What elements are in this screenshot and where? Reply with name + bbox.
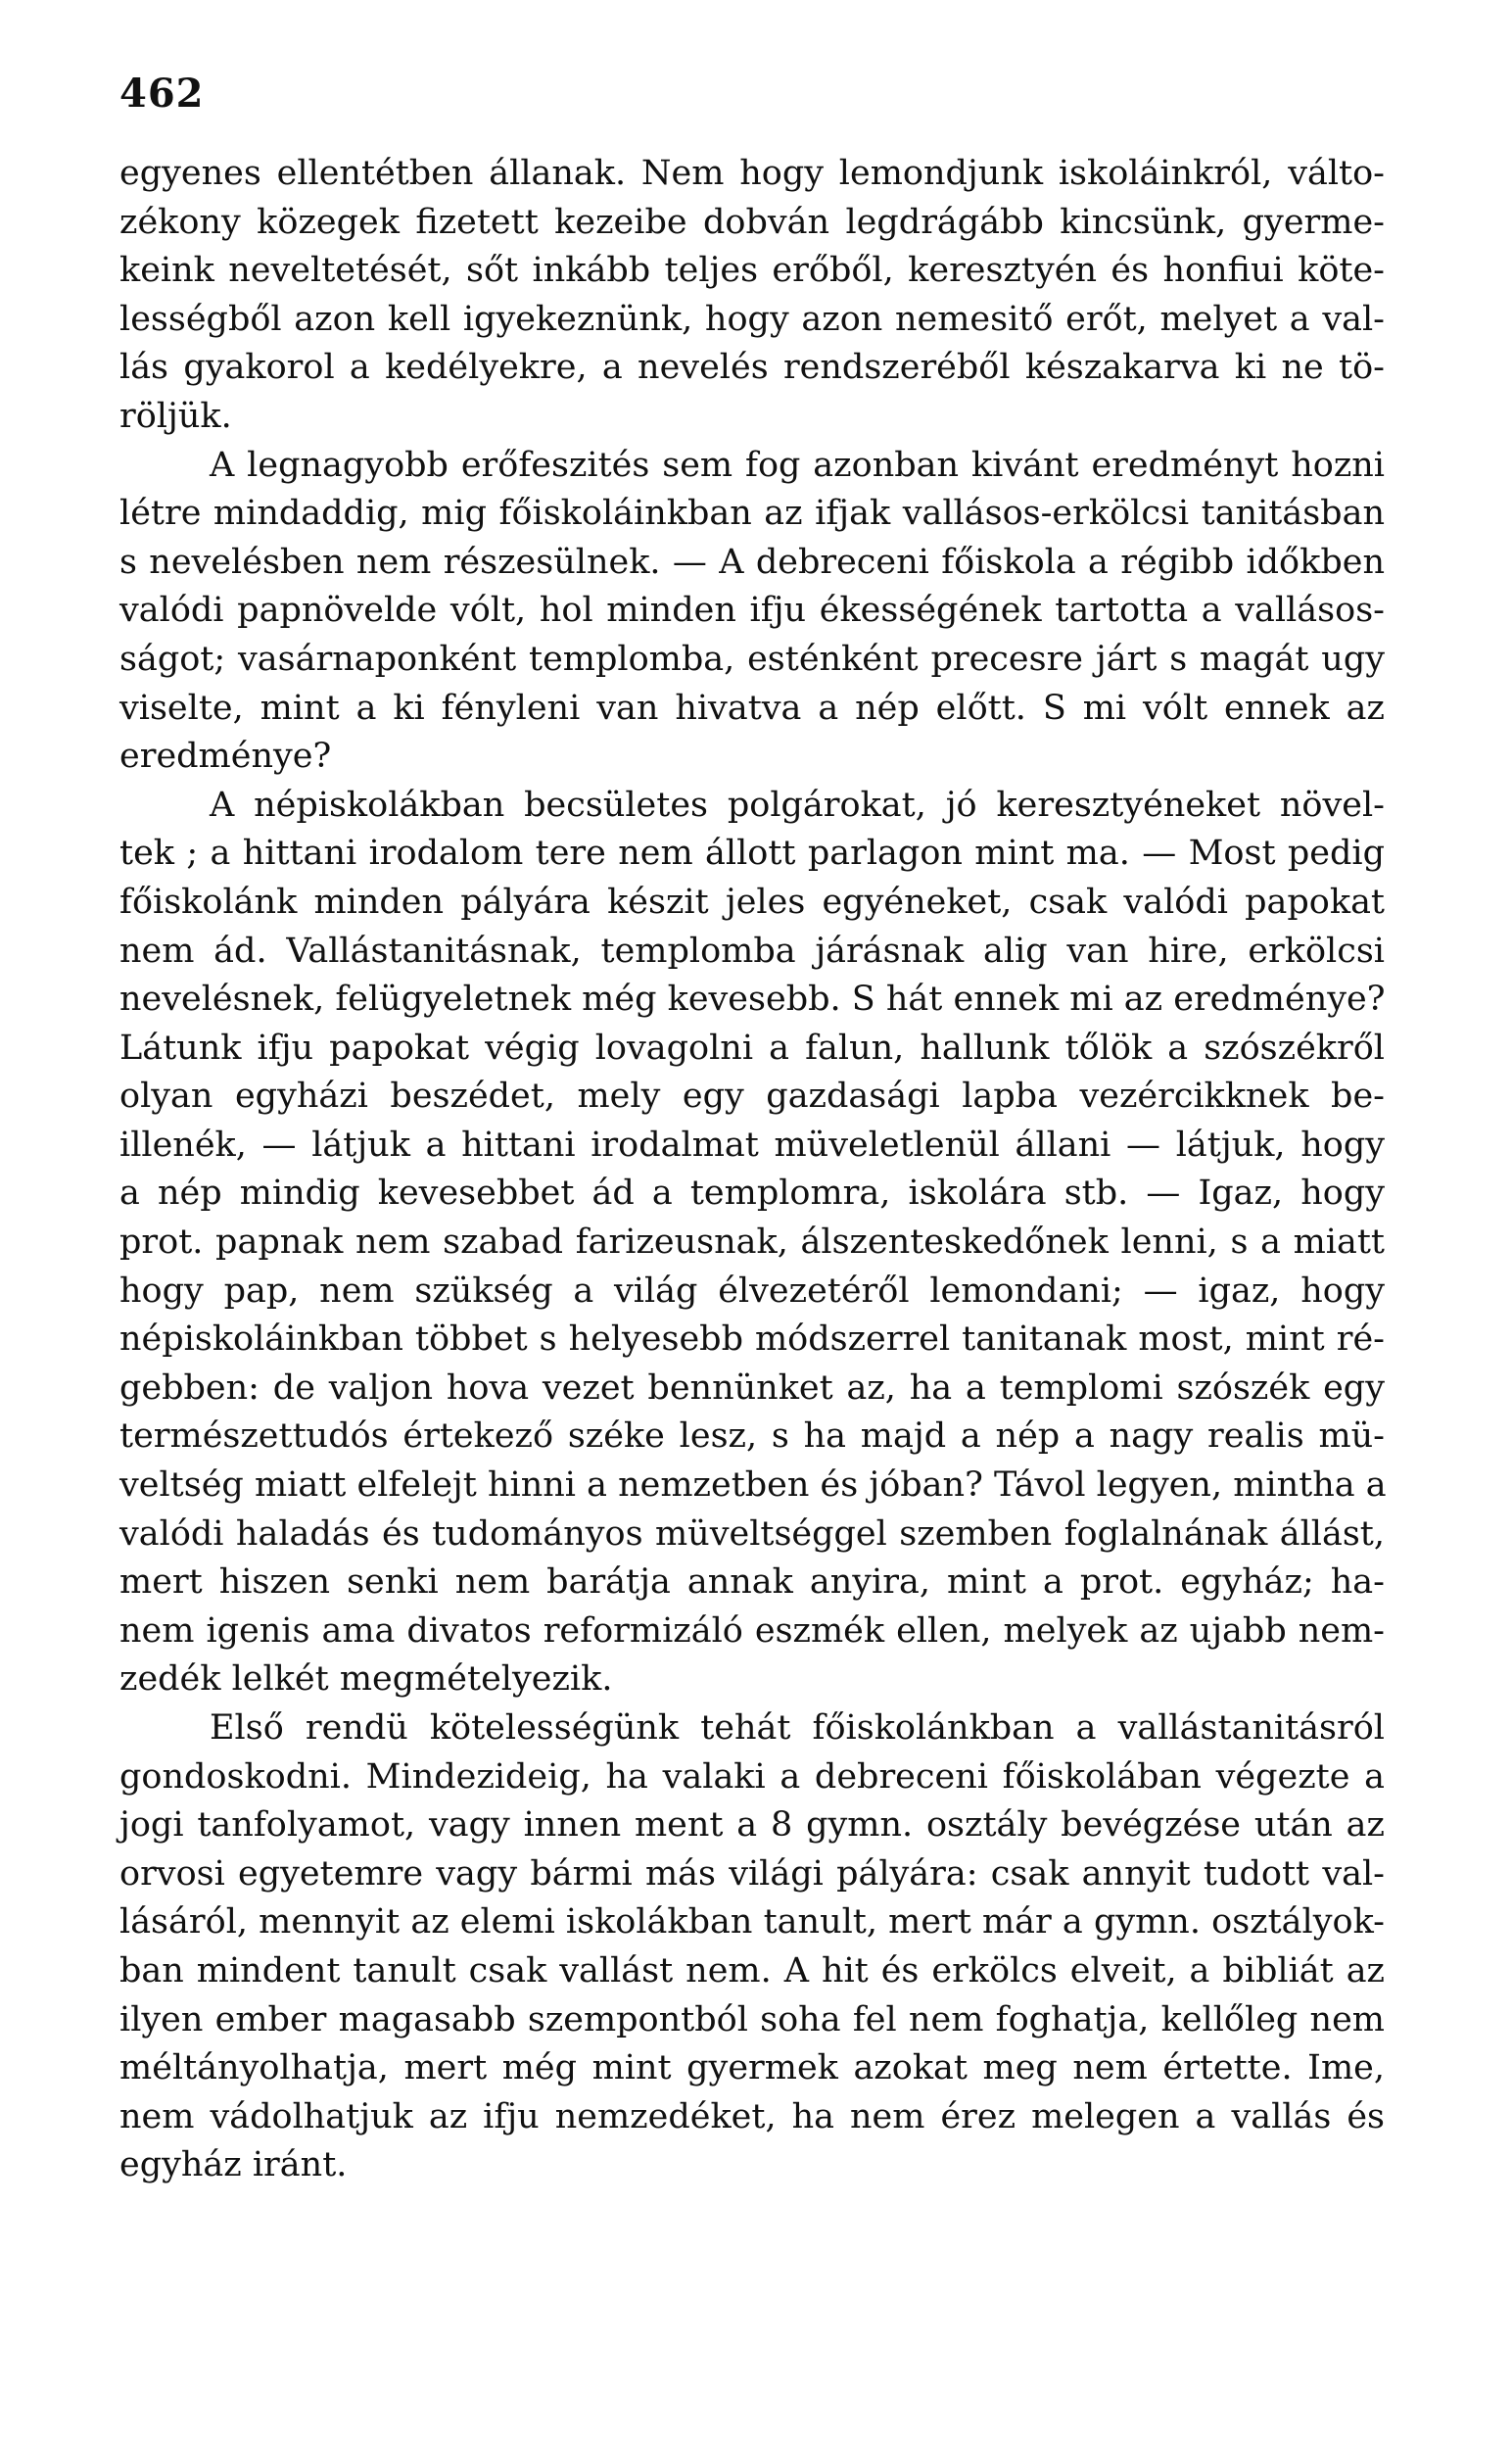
text-line: lásáról, mennyit az elemi iskolákban tanult, mert már a gymn. osztályok-	[119, 1902, 1385, 1942]
text-line: valódi haladás és tudományos müveltséggel szemben foglalnának állást,	[119, 1513, 1385, 1554]
page-number: 462	[119, 71, 205, 117]
text-line: A népiskolákban becsületes polgárokat, jó keresztyéneket növel-	[210, 785, 1385, 825]
paragraph-2	[119, 442, 1385, 782]
paragraph-1	[119, 150, 1385, 442]
text-line: egyház iránt.	[119, 2145, 348, 2185]
text-line: főiskolánk minden pályára készit jeles egyéneket, csak valódi papokat	[119, 882, 1385, 922]
text-line: A legnagyobb erőfeszités sem fog azonban kivánt eredményt hozni	[210, 445, 1385, 485]
text-line: nevelésnek, felügyeletnek még kevesebb. S hát ennek mi az eredménye?	[119, 980, 1386, 1020]
text-line: nem vádolhatjuk az ifju nemzedéket, ha nem érez melegen a vallás és	[119, 2096, 1385, 2136]
text-line: gondoskodni. Mindezideig, ha valaki a debreceni főiskolában végezte a	[119, 1756, 1385, 1797]
text-line: lességből azon kell igyekeznünk, hogy azon nemesitő erőt, melyet a val-	[119, 299, 1385, 339]
text-line: a nép mindig kevesebbet ád a templomra, iskolára stb. — Igaz, hogy	[119, 1174, 1385, 1214]
paragraph-3	[119, 782, 1385, 1704]
text-line: természettudós értekező széke lesz, s ha majd a nép a nagy realis mü-	[119, 1416, 1385, 1457]
text-line: nem igenis ama divatos reformizáló eszmék ellen, melyek az ujabb nem-	[119, 1610, 1385, 1651]
text-line: olyan egyházi beszédet, mely egy gazdasági lapba vezércikknek be-	[119, 1077, 1385, 1117]
text-line: lás gyakorol a kedélyekre, a nevelés rendszeréből készakarva ki ne tö-	[119, 348, 1385, 388]
text-line: egyenes ellentétben állanak. Nem hogy lemondjunk iskoláinkról, válto-	[119, 154, 1385, 193]
text-line: hogy pap, nem szükség a világ élvezetéről lemondani; — igaz, hogy	[119, 1271, 1385, 1311]
text-line: mert hiszen senki nem barátja annak anyira, mint a prot. egyház; ha-	[119, 1562, 1385, 1603]
text-line: prot. papnak nem szabad farizeusnak, álszenteskedőnek lenni, s a miatt	[119, 1223, 1385, 1263]
text-line: illenék, — látjuk a hittani irodalmat müveletlenül állani — látjuk, hogy	[119, 1125, 1385, 1165]
text-line: zedék lelkét megmételyezik.	[119, 1659, 613, 1700]
text-line: röljük.	[119, 396, 232, 436]
text-line: orvosi egyetemre vagy bármi más világi pályára: csak annyit tudott val-	[119, 1853, 1385, 1894]
body-text	[119, 150, 1385, 2190]
text-line: népiskoláinkban többet s helyesebb módszerrel tanitanak most, mint ré-	[119, 1319, 1385, 1360]
text-line: veltség miatt elfelejt hinni a nemzetben és jóban? Távol legyen, mintha a	[119, 1465, 1387, 1506]
text-line: Első rendü kötelességünk tehát főiskolánkban a vallástanitásról	[210, 1708, 1385, 1748]
paragraph-4	[119, 1704, 1385, 2190]
text-line: zékony közegek fizetett kezeibe dobván legdrágább kincsünk, gyerme-	[119, 202, 1385, 242]
text-line: viselte, mint a ki fényleni van hivatva a nép előtt. S mi vólt ennek az	[119, 688, 1385, 728]
text-line: ban mindent tanult csak vallást nem. A hit és erkölcs elveit, a bibliát az	[119, 1950, 1385, 1990]
text-line: gebben: de valjon hova vezet bennünket az, ha a templomi szószék egy	[119, 1367, 1385, 1408]
text-line: keink neveltetését, sőt inkább teljes erőből, keresztyén és honfiui köte-	[119, 251, 1385, 291]
text-line: méltányolhatja, mert még mint gyermek azokat meg nem értette. Ime,	[119, 2048, 1385, 2088]
text-line: ságot; vasárnaponként templomba, esténként precesre járt s magát ugy	[119, 639, 1385, 679]
text-line: ilyen ember magasabb szempontból soha fel nem foghatja, kellőleg nem	[119, 1999, 1385, 2039]
text-line: létre mindaddig, mig főiskoláinkban az ifjak vallásos-erkölcsi tanitásban	[119, 494, 1385, 534]
text-line: tek ; a hittani irodalom tere nem állott parlagon mint ma. — Most pedig	[119, 834, 1385, 874]
text-line: valódi papnövelde vólt, hol minden ifju ékességének tartotta a vallásos-	[119, 591, 1385, 631]
text-line: eredménye?	[119, 737, 332, 777]
text-line: Látunk ifju papokat végig lovagolni a falun, hallunk tőlök a szószékről	[119, 1028, 1385, 1068]
text-line: nem ád. Vallástanitásnak, templomba járásnak alig van hire, erkölcsi	[119, 931, 1385, 971]
text-line: s nevelésben nem részesülnek. — A debreceni főiskola a régibb időkben	[119, 542, 1385, 582]
text-line: jogi tanfolyamot, vagy innen ment a 8 gymn. osztály bevégzése után az	[119, 1805, 1385, 1846]
